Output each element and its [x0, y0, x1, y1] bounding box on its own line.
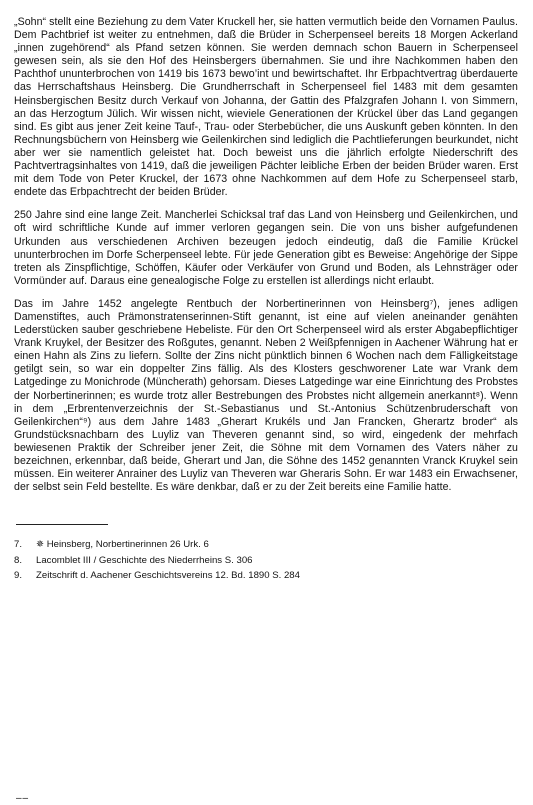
- footnote-number: 8.: [14, 554, 23, 566]
- page-number-mark: ––: [16, 793, 30, 804]
- paragraph-2: 250 Jahre sind eine lange Zeit. Mancherlei Schicksal traf das Land von Heinsberg und Geilenkirchen, und oft wird schriftliche Kunde auf immer verloren gegangen sein. Die von uns bisher aufgefundenen Urkunden aus verschiedenen Archiven bezeugen jedoch eindeutig, daß die Familie Krückel ununterbrochen im Dorfe Scherpenseel lebte. Für jede Generation gibt es Beweise: Angehörige der Sippe treten als Zinspflichtige, Schöffen, Käufer oder Verkäufer von Grund und Boden, als Lehnsträger oder Vormünder auf. Daraus eine genealogische Folge zu erstellen ist allerdings nicht erlaubt.: [14, 209, 518, 287]
- footnote-text: Lacomblet III / Geschichte des Niederrheins S. 306: [36, 554, 253, 566]
- footnote-8: [14, 553, 518, 569]
- footnotes-list: [14, 537, 518, 584]
- paragraph-3: Das im Jahre 1452 angelegte Rentbuch der Norbertinerinnen von Heinsberg⁷), jenes adligen Damenstiftes, auch Prämonstratenserinnen-Stift genannt, ist eine auf vielen aneinander genähten Lederstücken sauber geschriebene Hebeliste. Für den Ort Scherpenseel wird als erster Abgabepflichtiger Vrank Kruykel, der Besitzer des Roßgutes, genannt. Neben 2 Weißpfennigen in Aachener Währung hat er einen Hahn als Zins zu liefern. Sollte der Zins nicht pünktlich binnen 6 Wochen nach dem Fälligkeitstage getilgt sein, so war ein doppelter Zins fällig. Als des Klosters geschworener Late war Vrank dem Latgedinge zu Monichrode (Müncherath) gehorsam. Dieses Latgedinge war eine Einrichtung des Probstes der Norbertinerinnen; es wurde trotz aller Bestrebungen des Probstes nicht allgemein anerkannt⁸). Wenn in dem „Erbrentenverzeichnis der St.-Sebastianus und St.-Antonius Schützenbruderschaft von Geilenkirchen“⁹) aus dem Jahre 1483 „Gherart Krukéls und Jan Francken, Gherartz broder“ als Grundstücksnachbarn des Luyliz van Theveren genannt sind, so wird, eingedenk der mehrfach bewiesenen Praktik der Schreiber jener Zeit, die Söhne mit dem Vornamen des Vaters näher zu bezeichnen, erkennbar, daß beide, Gherart und Jan, die Söhne des 1452 genannten Vranck Kruykel sein müssen. Ein weiterer Anrainer des Luyliz van Theveren war Gheraris Sohn. Er war 1483 ein Erwachsener, der selbst sein Feld bestellte. Es wäre denkbar, daß er zu der Zeit bereits eine Familie hatte.: [14, 297, 518, 494]
- footnote-number: 7.: [14, 539, 23, 551]
- document-page: [14, 16, 518, 584]
- footnote-text: ✵ Heinsberg, Norbertinerinnen 26 Urk. 6: [36, 539, 209, 551]
- footnote-9: [14, 568, 518, 584]
- footnote-divider: [16, 524, 108, 525]
- footnote-text: Zeitschrift d. Aachener Geschichtsvereins 12. Bd. 1890 S. 284: [36, 570, 300, 582]
- footnote-7: [14, 537, 518, 553]
- paragraph-1: „Sohn“ stellt eine Beziehung zu dem Vater Kruckell her, sie hatten vermutlich beide den Vornamen Paulus. Dem Pachtbrief ist weiter zu entnehmen, daß die Brüder in Scherpenseel bereits 18 Morgen Ackerland „innen zugehörend“ als Pfand setzen können. Sie werden demnach schon Bauern in Scherpenseel gewesen sein, als sie den Hof des Heinsbergers übernahmen. Sie und ihre Nachkommen haben den Pachthof ununterbrochen von 1419 bis 1673 bewo’int und bewirtschaftet. Ihr Erbpachtvertrag überdauerte das Herrschaftshaus Heinsberg. Die Grundherrschaft in Scherpenseel fiel 1483 mit dem gesamten Heinsbergischen Besitz durch Verkauf von Johanna, der Gattin des Pfalzgrafen Johann I. von Simmern, an das Herzogtum Jülich. Wir wissen nicht, wieviele Generationen der Krückel über das Land gegangen sind. Es gibt aus jener Zeit keine Tauf-, Trau- oder Sterbebücher, die uns Auskunft geben könnten. In den Rechnungsbüchern von Heinsberg wie Geilenkirchen sind lediglich die Pachtlieferungen beurkundet, nicht aber wer sie namentlich geleistet hat. Doch beweist uns die jährlich erfolgte Niederschrift des Pachtvertragsinhaltes von 1419, daß die jeweiligen Pächter leibliche Erben der beiden Brüder waren. Erst mit dem Tode von Peter Kruckel, der 1673 ohne Nachkommen auf dem Hofe zu Scherpenseel starb, endete das Erbpachtrecht der beiden Brüder.: [14, 16, 518, 199]
- footnote-number: 9.: [14, 570, 23, 582]
